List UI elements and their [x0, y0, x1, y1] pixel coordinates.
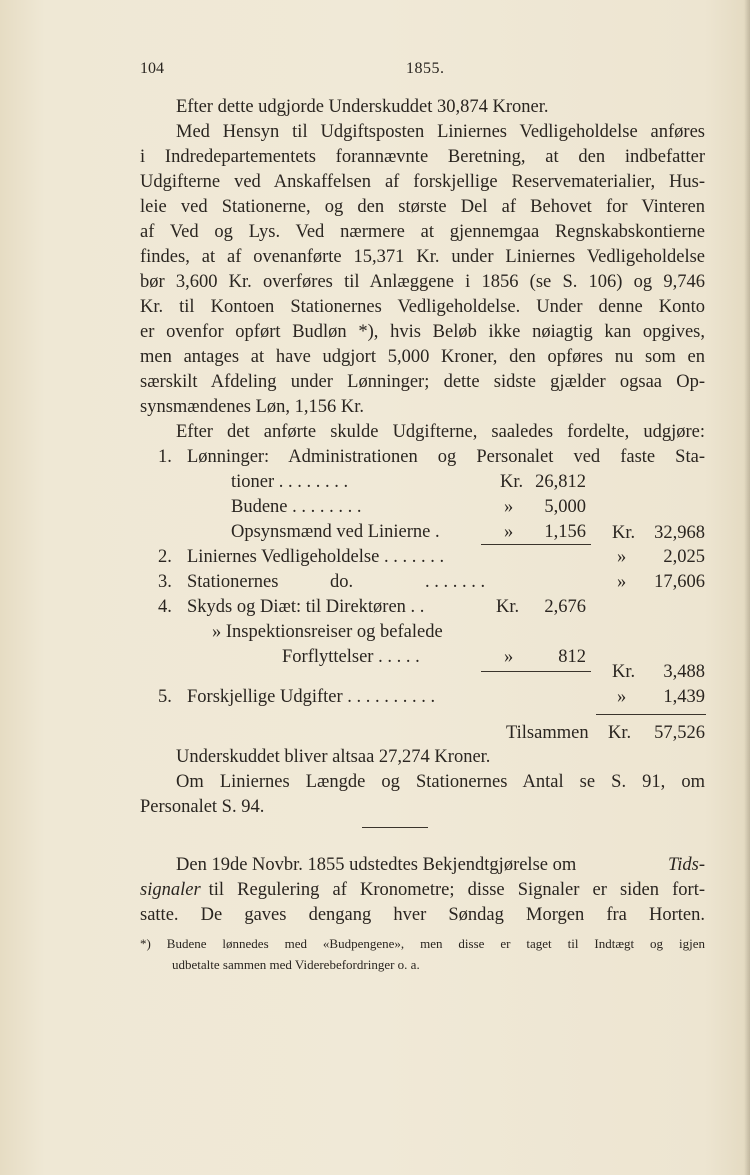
item-label-continued: » Inspektionsreiser og befalede: [212, 622, 443, 642]
total-rule: [596, 714, 706, 715]
item-label: Stationernes: [187, 572, 279, 592]
ditto-mark: do.: [330, 572, 354, 592]
text-line: Underskuddet bliver altsaa 27,274 Kroner.: [176, 747, 491, 767]
unit: Kr.: [500, 472, 524, 492]
amount: 32,968: [654, 523, 705, 543]
text-line: Med Hensyn til Udgiftsposten Liniernes Vedligeholdelse anføres: [176, 122, 705, 142]
text-line: Personalet S. 94.: [140, 797, 265, 817]
text-line: Kr. til Kontoen Stationernes Vedligeholdelse. Under denne Konto: [140, 297, 705, 317]
subtotal-rule: [481, 544, 591, 545]
unit: »: [617, 547, 627, 567]
text-line: i Indredepartementets forannævnte Beretning, at den indbefatter: [140, 147, 705, 167]
item-number: 1.: [158, 447, 172, 467]
unit: »: [504, 497, 514, 517]
item-number: 2.: [158, 547, 172, 567]
page-edge-shadow: [744, 0, 750, 1175]
italic-term: signaler: [140, 880, 201, 900]
sub-label: Opsynsmænd ved Linierne .: [231, 522, 440, 542]
item-label: Forskjellige Udgifter . . . . . . . . . .: [187, 687, 436, 707]
amount: 17,606: [654, 572, 705, 592]
item-number: 3.: [158, 572, 172, 592]
unit: »: [504, 522, 514, 542]
total-label: Tilsammen: [506, 723, 589, 743]
amount: 812: [558, 647, 586, 667]
unit: Kr.: [612, 662, 636, 682]
unit: Kr.: [496, 597, 520, 617]
text-line: Udgifterne ved Anskaffelsen af forskjellige Reservematerialier, Hus-: [140, 172, 705, 192]
sub-label: Budene . . . . . . . .: [231, 497, 362, 517]
section-divider: [362, 827, 428, 828]
amount: 5,000: [544, 497, 586, 517]
running-header-year: 1855.: [406, 60, 445, 77]
sub-label: tioner . . . . . . . .: [231, 472, 349, 492]
text-line: Om Liniernes Længde og Stationernes Antal se S. 91, om: [176, 772, 705, 792]
amount: 26,812: [535, 472, 586, 492]
text-segment: Den 19de Novbr. 1855 udstedtes Bekjendtgjørelse om: [176, 855, 577, 875]
unit: Kr.: [608, 723, 632, 743]
item-label: Lønninger: Administrationen og Personalet ved faste Sta-: [187, 447, 705, 467]
item-label-continued: Forflyttelser . . . . .: [282, 647, 420, 667]
subtotal-rule: [481, 671, 591, 672]
text-line: satte. De gaves dengang hver Søndag Morgen fra Horten.: [140, 905, 705, 925]
italic-term: Tids-: [667, 855, 705, 875]
text-line: er ovenfor opført Budløn *), hvis Beløb ikke nøiagtig kan opgives,: [140, 322, 705, 342]
grand-total: 57,526: [654, 723, 705, 743]
amount: 1,156: [544, 522, 586, 542]
leader-dots: . . . . . . .: [425, 572, 486, 592]
amount: 2,025: [663, 547, 705, 567]
item-label: Liniernes Vedligeholdelse . . . . . . .: [187, 547, 445, 567]
unit: »: [504, 647, 514, 667]
text-segment: til Regulering af Kronometre; disse Signaler er siden fort-: [208, 880, 705, 900]
text-line: Efter dette udgjorde Underskuddet 30,874 Kroner.: [176, 97, 549, 117]
footnote-line: *) Budene lønnedes med «Budpengene», men disse er taget til Indtægt og igjen: [140, 936, 705, 951]
item-label: Skyds og Diæt: til Direktøren . .: [187, 597, 425, 617]
amount: 2,676: [544, 597, 586, 617]
amount: 3,488: [663, 662, 705, 682]
text-line: bør 3,600 Kr. overføres til Anlæggene i 1856 (se S. 106) og 9,746: [140, 272, 705, 292]
text-line: leie ved Stationerne, og den største Del af Behovet for Vinteren: [140, 197, 705, 217]
text-line: af Ved og Lys. Ved nærmere at gjennemgaa Regnskabskontierne: [140, 222, 705, 242]
text-line: [140, 878, 705, 902]
text-line: men antages at have udgjort 5,000 Kroner, den opføres nu som en: [140, 347, 705, 367]
unit: Kr.: [612, 523, 636, 543]
unit: »: [617, 572, 627, 592]
text-line: særskilt Afdeling under Lønninger; dette sidste gjælder ogsaa Op-: [140, 372, 705, 392]
page-number: 104: [140, 60, 164, 77]
text-line: synsmændenes Løn, 1,156 Kr.: [140, 397, 365, 417]
text-line: Efter det anførte skulde Udgifterne, saaledes fordelte, udgjøre:: [176, 422, 705, 442]
item-number: 4.: [158, 597, 172, 617]
text-line: [176, 853, 705, 877]
unit: »: [617, 687, 627, 707]
footnote-line: udbetalte sammen med Viderebefordringer o. a.: [172, 957, 420, 972]
item-number: 5.: [158, 687, 172, 707]
text-line: findes, at af ovenanførte 15,371 Kr. under Liniernes Vedligeholdelse: [140, 247, 705, 267]
amount: 1,439: [663, 687, 705, 707]
